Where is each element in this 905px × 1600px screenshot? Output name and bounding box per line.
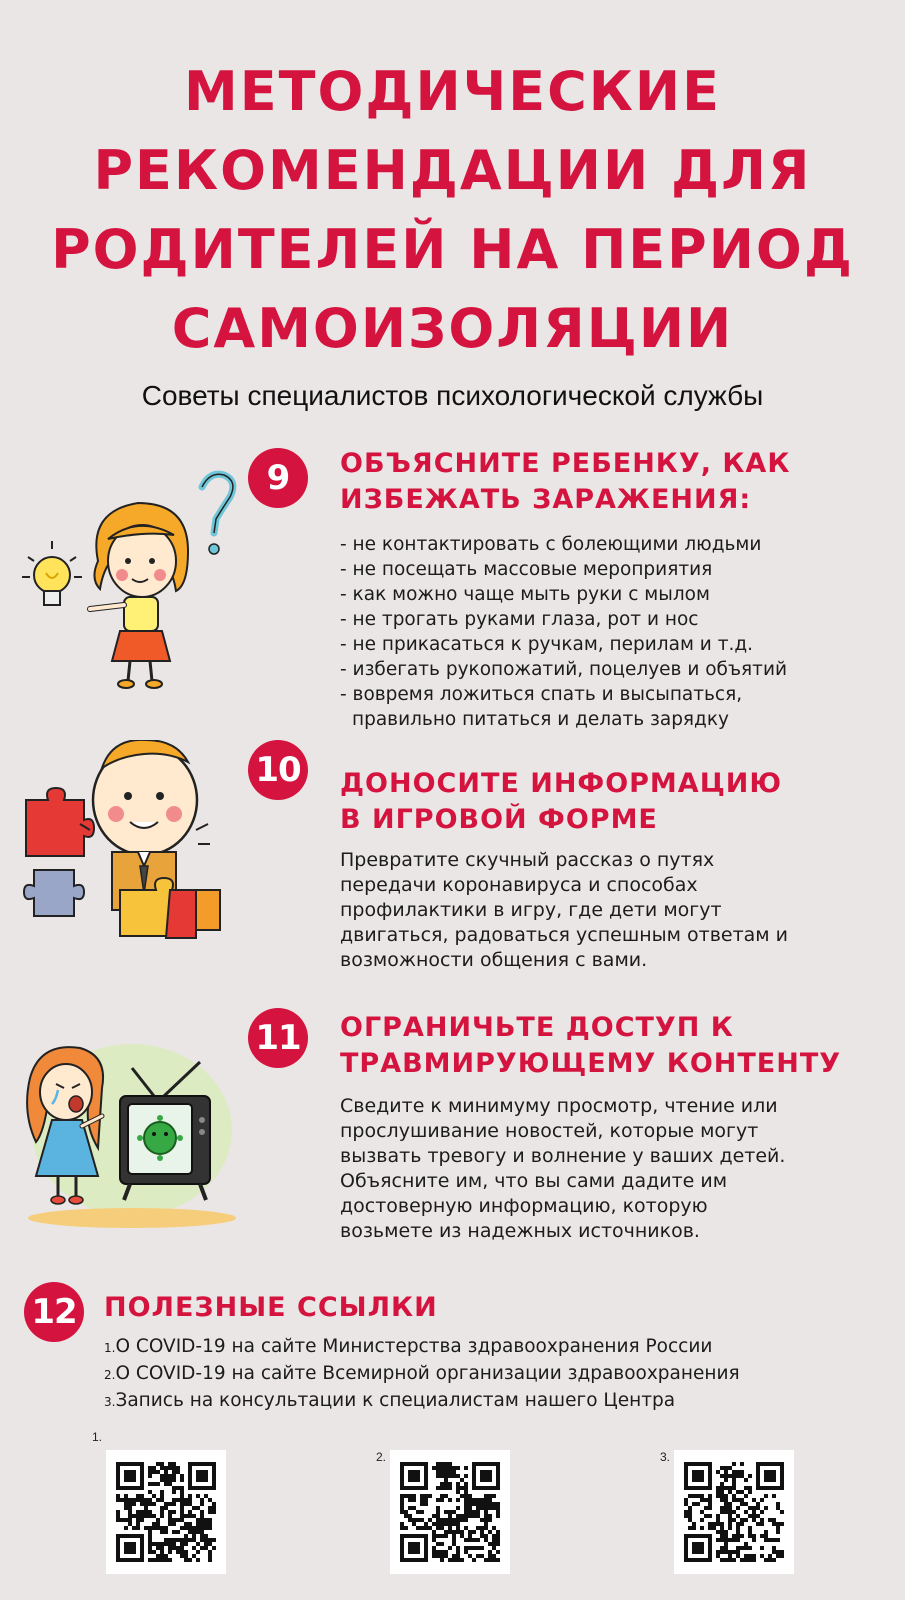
list-item: - как можно чаще мыть руки с мылом: [340, 584, 710, 605]
girl-with-lightbulb-question-icon: [20, 465, 250, 705]
list-index: 3.: [104, 1395, 116, 1409]
text-line: достоверную информацию, которую: [340, 1195, 708, 1217]
title-line: РЕКОМЕНДАЦИИ ДЛЯ: [93, 139, 812, 202]
link-text[interactable]: О COVID-19 на сайте Всемирной организации здравоохранения: [115, 1363, 740, 1384]
page-subtitle: Советы специалистов психологической службы: [141, 380, 764, 411]
section-heading: [340, 446, 790, 518]
title-line: МЕТОДИЧЕСКИЕ: [183, 60, 722, 123]
text-line: прослушивание новостей, которые могут: [340, 1120, 759, 1142]
list-index: 1.: [104, 1341, 116, 1355]
title-line: РОДИТЕЛЕЙ НА ПЕРИОД: [51, 218, 854, 281]
page-title: [0, 52, 905, 368]
qr-code-icon[interactable]: [106, 1450, 226, 1574]
list-item: - избегать рукопожатий, поцелуев и объятий: [340, 659, 787, 680]
list-item: - не посещать массовые мероприятия: [340, 559, 713, 580]
useful-links-list: [104, 1334, 740, 1415]
text-line: Объясните им, что вы сами дадите им: [340, 1170, 728, 1192]
text-line: возможности общения с вами.: [340, 949, 648, 971]
section-heading: [340, 1010, 841, 1082]
list-item[interactable]: [104, 1388, 740, 1415]
link-text[interactable]: Запись на консультации к специалистам нашего Центра: [115, 1390, 676, 1411]
text-line: Сведите к минимуму просмотр, чтение или: [340, 1095, 778, 1117]
list-item: правильно питаться и делать зарядку: [352, 709, 729, 730]
section-heading-line: ПОЛЕЗНЫЕ ССЫЛКИ: [104, 1292, 438, 1323]
title-line: САМОИЗОЛЯЦИИ: [171, 297, 734, 360]
section-heading-line: В ИГРОВОЙ ФОРМЕ: [340, 804, 658, 835]
boy-with-puzzle-pieces-icon: [20, 740, 240, 955]
section-number-badge: 9: [248, 448, 308, 508]
section-heading-line: ИЗБЕЖАТЬ ЗАРАЖЕНИЯ:: [340, 484, 752, 515]
section-heading-line: ДОНОСИТЕ ИНФОРМАЦИЮ: [340, 768, 783, 799]
section-heading-line: ОГРАНИЧЬТЕ ДОСТУП К: [340, 1012, 734, 1043]
section-number-badge: 10: [248, 740, 308, 800]
section-heading-line: ОБЪЯСНИТЕ РЕБЕНКУ, КАК: [340, 448, 791, 479]
list-item: - не контактировать с болеющими людьми: [340, 534, 762, 555]
section-number-badge: 11: [248, 1008, 308, 1068]
crying-girl-tv-virus-icon: [14, 1040, 239, 1235]
section-heading: [104, 1290, 438, 1326]
section-heading: [340, 766, 782, 838]
text-line: передачи коронавируса и способах: [340, 874, 698, 896]
section-text: [340, 1094, 785, 1244]
list-item: - не прикасаться к ручкам, перилам и т.д.: [340, 634, 754, 655]
section-text: [340, 848, 788, 973]
qr-code-icon[interactable]: [674, 1450, 794, 1574]
section-list: [340, 532, 787, 732]
section-number-badge: 12: [24, 1282, 84, 1342]
list-item[interactable]: [104, 1361, 740, 1388]
qr-code-icon[interactable]: [390, 1450, 510, 1574]
list-index: 2.: [104, 1368, 116, 1382]
qr-label: 1.: [92, 1430, 103, 1444]
section-heading-line: ТРАВМИРУЮЩЕМУ КОНТЕНТУ: [340, 1048, 842, 1079]
qr-label: 2.: [376, 1450, 387, 1464]
text-line: вызвать тревогу и волнение у ваших детей.: [340, 1145, 786, 1167]
text-line: профилактики в игру, где дети могут: [340, 899, 722, 921]
text-line: Превратите скучный рассказ о путях: [340, 849, 715, 871]
list-item: - не трогать руками глаза, рот и нос: [340, 609, 699, 630]
text-line: двигаться, радоваться успешным ответам и: [340, 924, 789, 946]
link-text[interactable]: О COVID-19 на сайте Министерства здравоохранения России: [115, 1336, 713, 1357]
list-item: - вовремя ложиться спать и высыпаться,: [340, 684, 743, 705]
qr-label: 3.: [660, 1450, 671, 1464]
text-line: возьмете из надежных источников.: [340, 1220, 700, 1242]
list-item[interactable]: [104, 1334, 740, 1361]
